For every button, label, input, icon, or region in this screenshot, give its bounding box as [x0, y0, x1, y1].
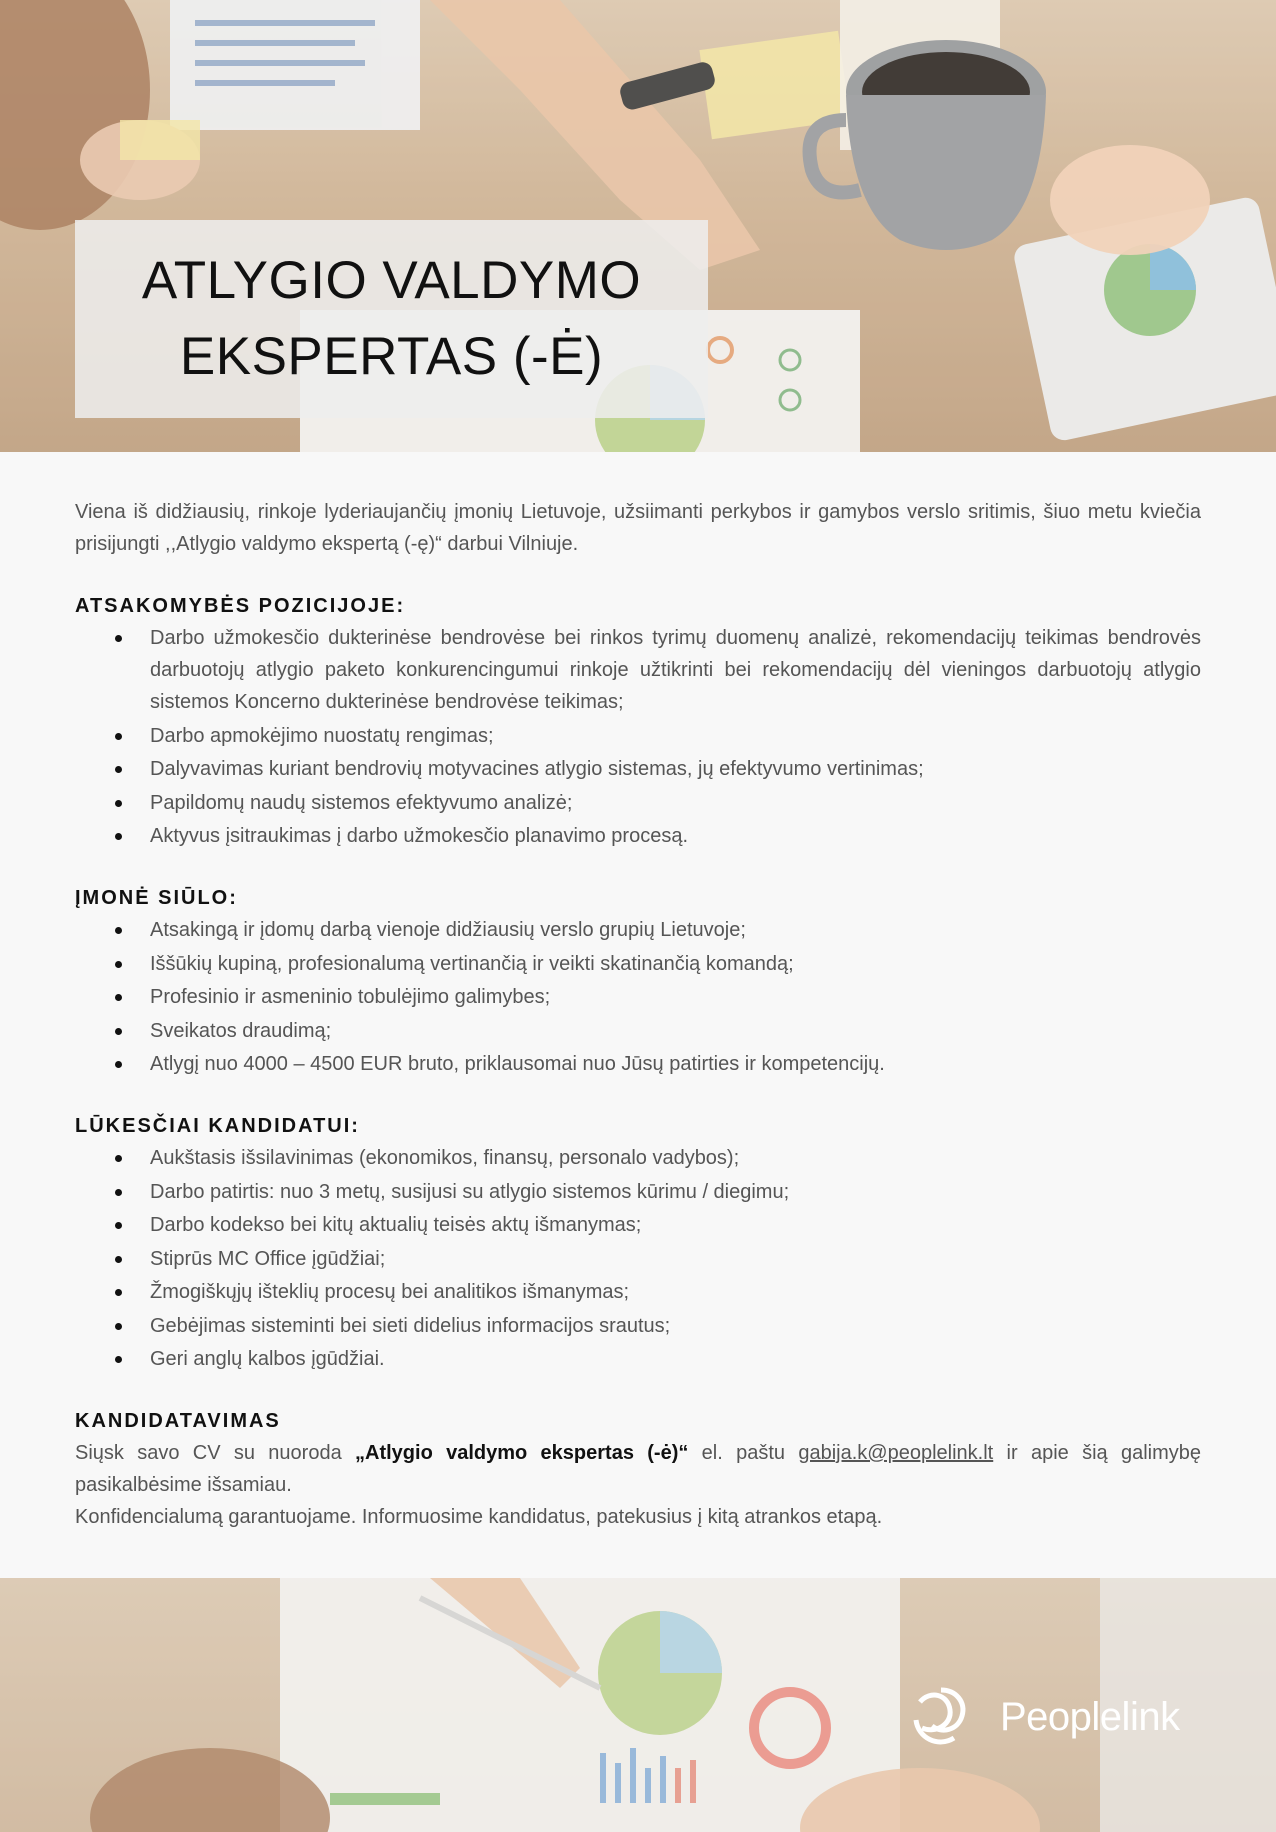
list-item: Aukštasis išsilavinimas (ekonomikos, finansų, personalo vadybos);	[75, 1142, 1201, 1174]
logo-text: Peoplelink	[1000, 1694, 1180, 1739]
responsibilities-heading: ATSAKOMYBĖS POZICIJOJE:	[75, 595, 406, 617]
intro-paragraph: Viena iš didžiausių, rinkoje lyderiaujančių įmonių Lietuvoje, užsiimanti perkybos ir gamybos verslo sritimis, šiuo metu kviečia prisijungti ,,Atlygio valdymo ekspertą (-ę)“ darbui Vilniuje.	[75, 501, 1201, 555]
list-item: Žmogiškųjų išteklių procesų bei analitikos išmanymas;	[75, 1276, 1201, 1308]
list-item: Sveikatos draudimą;	[75, 1015, 1201, 1047]
list-item: Darbo kodekso bei kitų aktualių teisės aktų išmanymas;	[75, 1209, 1201, 1241]
bullet-icon	[115, 1256, 122, 1263]
list-item: Stiprūs MC Office įgūdžiai;	[75, 1243, 1201, 1275]
list-item: Gebėjimas sisteminti bei sieti didelius informacijos srautus;	[75, 1310, 1201, 1342]
bullet-icon	[115, 1289, 122, 1296]
confidentiality-note: Konfidencialumą garantuojame. Informuosime kandidatus, patekusius į kitą atrankos etapą.	[75, 1506, 883, 1528]
list-item: Geri anglų kalbos įgūdžiai.	[75, 1343, 1201, 1375]
expectations-list	[75, 1142, 1201, 1375]
offers-heading: ĮMONĖ SIŪLO:	[75, 887, 238, 909]
bullet-icon	[115, 800, 122, 807]
list-item: Darbo užmokesčio dukterinėse bendrovėse bei rinkos tyrimų duomenų analizė, rekomendacijų teikimas bendrovės darbuotojų atlygio paketo konkurencingumui rinkoje užtikrinti bei rekomendacijų dėl vieningos darbuotojų atlygio sistemos Koncerno dukterinėse bendrovėse teikimas;	[75, 622, 1201, 718]
responsibilities-list	[75, 622, 1201, 852]
job-description	[75, 496, 1201, 1533]
list-item: Atlygį nuo 4000 – 4500 EUR bruto, priklausomai nuo Jūsų patirties ir kompetencijų.	[75, 1048, 1201, 1080]
bullet-icon	[115, 1155, 122, 1162]
application-heading: KANDIDATAVIMAS	[75, 1410, 281, 1432]
bullet-icon	[115, 1028, 122, 1035]
bullet-icon	[115, 1061, 122, 1068]
list-item: Iššūkių kupiną, profesionalumą vertinančią ir veikti skatinančią komandą;	[75, 948, 1201, 980]
list-item: Papildomų naudų sistemos efektyvumo analizė;	[75, 787, 1201, 819]
bullet-icon	[115, 1189, 122, 1196]
bullet-icon	[115, 994, 122, 1001]
title-box	[75, 220, 708, 418]
job-title-line-1: ATLYGIO VALDYMO	[141, 251, 642, 310]
bullet-icon	[115, 1222, 122, 1229]
list-item: Atsakingą ir įdomų darbą vienoje didžiausių verslo grupių Lietuvoje;	[75, 914, 1201, 946]
expectations-heading: LŪKESČIAI KANDIDATUI:	[75, 1115, 360, 1137]
bullet-icon	[115, 635, 122, 642]
peoplelink-logo-icon	[908, 1682, 974, 1752]
bullet-icon	[115, 961, 122, 968]
header-photo	[0, 0, 1276, 452]
bullet-icon	[115, 927, 122, 934]
bullet-icon	[115, 1356, 122, 1363]
position-reference: „Atlygio valdymo ekspertas (-ė)“	[355, 1442, 689, 1464]
application-paragraph: Siųsk savo CV su nuoroda „Atlygio valdymo ekspertas (-ė)“ el. paštu gabija.k@peoplelink.lt ir apie šią galimybę pasikalbėsime išsamiau.	[75, 1442, 1201, 1496]
job-title-line-2: EKSPERTAS (-Ė)	[179, 327, 604, 386]
peoplelink-logo	[908, 1682, 1180, 1752]
bullet-icon	[115, 833, 122, 840]
bullet-icon	[115, 1323, 122, 1330]
list-item: Darbo apmokėjimo nuostatų rengimas;	[75, 720, 1201, 752]
list-item: Dalyvavimas kuriant bendrovių motyvacines atlygio sistemas, jų efektyvumo vertinimas;	[75, 753, 1201, 785]
list-item: Profesinio ir asmeninio tobulėjimo galimybes;	[75, 981, 1201, 1013]
bullet-icon	[115, 766, 122, 773]
email-link[interactable]: gabija.k@peoplelink.lt	[798, 1442, 994, 1464]
list-item: Darbo patirtis: nuo 3 metų, susijusi su atlygio sistemos kūrimu / diegimu;	[75, 1176, 1201, 1208]
offers-list	[75, 914, 1201, 1080]
list-item: Aktyvus įsitraukimas į darbo užmokesčio planavimo procesą.	[75, 820, 1201, 852]
bullet-icon	[115, 733, 122, 740]
